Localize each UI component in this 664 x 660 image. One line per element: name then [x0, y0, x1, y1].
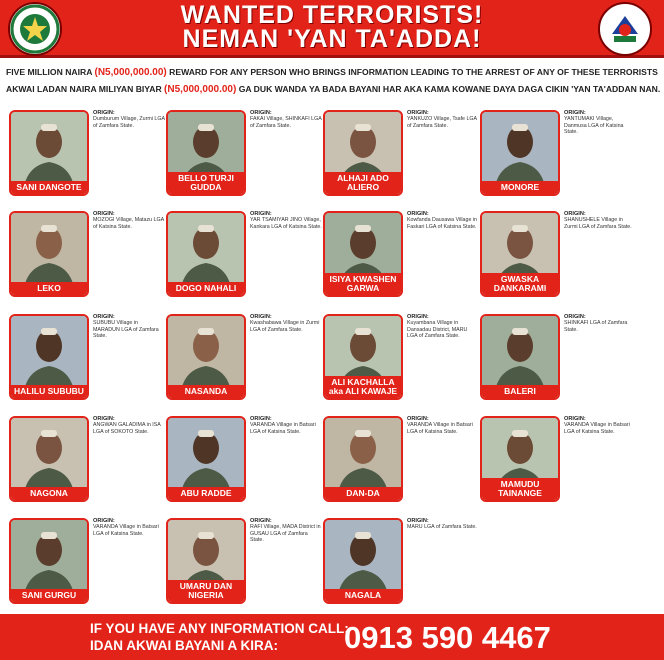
origin-heading: ORIGIN:: [93, 110, 115, 116]
page-title: [70, 3, 594, 51]
contact-line-english: IF YOU HAVE ANY INFORMATION CALL:: [90, 621, 349, 636]
origin-text: YANTUMAKI Village, Danmusa LGA of Katsina State.: [564, 116, 624, 136]
origin-heading: ORIGIN:: [407, 416, 429, 422]
reward-line-english: [6, 64, 664, 81]
reward-en-post: REWARD FOR ANY PERSON WHO BRINGS INFORMATION LEADING TO THE ARREST OF ANY OF THESE TERRORISTS: [166, 67, 658, 77]
origin-text: Kwashabawa Village in Zurmi LGA of Zamfara State.: [250, 320, 320, 333]
origin-heading: ORIGIN:: [564, 110, 586, 116]
suspect-name: SANI DANGOTE: [11, 181, 87, 194]
title-line-english: WANTED TERRORISTS!: [180, 1, 484, 29]
origin-text: Kuyambana Village in Dansadau District, MARU LGA of Zamfara State.: [407, 320, 468, 340]
suspect-name: BELLO TURJI GUDDA: [168, 172, 244, 194]
suspect-origin: [250, 110, 322, 129]
origin-heading: ORIGIN:: [407, 211, 429, 217]
army-crest-icon: [8, 2, 62, 56]
origin-text: SHINKAFI LGA of Zamfara State.: [564, 320, 628, 333]
origin-text: YAR TSAMIYAR JINO Village, Kankara LGA of Katsina State.: [250, 217, 322, 230]
suspect-name: BALERI: [482, 385, 558, 398]
suspect-name: NAGALA: [325, 589, 401, 602]
suspect-origin: [250, 416, 322, 435]
suspect-name: MAMUDU TAINANGE: [482, 478, 558, 500]
suspect-card: [9, 211, 166, 301]
suspect-photo: [166, 518, 246, 604]
origin-heading: ORIGIN:: [564, 416, 586, 422]
suspect-origin: [250, 211, 322, 230]
suspect-name: MONORE: [482, 181, 558, 194]
origin-heading: ORIGIN:: [93, 416, 115, 422]
origin-text: Dumburum Village, Zurmi LGA of Zamfara State.: [93, 116, 165, 129]
header-banner: [0, 0, 664, 58]
suspect-origin: [407, 416, 479, 435]
suspect-photo: [480, 314, 560, 400]
suspect-name: DOGO NAHALI: [168, 282, 244, 295]
origin-text: FAKAI Village, SHINKAFI LGA of Zamfara State.: [250, 116, 322, 129]
suspect-origin: [93, 416, 165, 435]
origin-text: VARANDA Village in Batsari LGA of Katsina State.: [407, 422, 473, 435]
suspect-card: [323, 416, 480, 506]
reward-notice: [0, 64, 664, 98]
suspect-origin: [407, 211, 479, 230]
suspect-photo: [166, 110, 246, 196]
suspect-name: ALHAJI ADO ALIERO: [325, 172, 401, 194]
reward-ha-pre: AKWAI LADAN NAIRA MILIYAN BIYAR: [6, 84, 165, 94]
origin-heading: ORIGIN:: [250, 416, 272, 422]
suspect-origin: [93, 110, 165, 129]
origin-text: ANGWAN GALADIMA in ISA LGA of SOKOTO State.: [93, 422, 161, 435]
origin-text: RAFI Village, MADA District in GUSAU LGA of Zamfara State.: [250, 524, 321, 544]
origin-heading: ORIGIN:: [93, 211, 115, 217]
suspect-origin: [564, 110, 636, 136]
suspect-origin: [407, 314, 479, 340]
suspect-photo: [9, 110, 89, 196]
reward-en-pre: FIVE MILLION NAIRA: [6, 67, 95, 77]
suspect-photo: [323, 110, 403, 196]
contact-lines: [90, 620, 349, 654]
suspect-photo: [166, 416, 246, 502]
suspect-photo: [480, 416, 560, 502]
origin-text: VARANDA Village in Batsari LGA of Katsina State.: [564, 422, 630, 435]
reward-ha-post: GA DUK WANDA YA BADA BAYANI HAR AKA KAMA KOWANE DAYA DAGA CIKIN 'YAN TA'ADDAN NAN.: [236, 84, 661, 94]
origin-text: SUBUBU Village in MARADUN LGA of Zamfara State.: [93, 320, 159, 340]
suspect-photo: [480, 211, 560, 297]
origin-heading: ORIGIN:: [93, 314, 115, 320]
suspect-photo: [323, 211, 403, 297]
origin-heading: ORIGIN:: [250, 314, 272, 320]
suspect-card: [166, 211, 323, 301]
origin-heading: ORIGIN:: [250, 110, 272, 116]
suspect-card: [480, 416, 637, 506]
reward-line-hausa: [6, 81, 664, 98]
suspect-name: NASANDA: [168, 385, 244, 398]
suspect-name: LEKO: [11, 282, 87, 295]
suspect-card: [166, 110, 323, 200]
suspect-card: [480, 110, 637, 200]
origin-text: MARU LGA of Zamfara State.: [407, 524, 477, 531]
suspect-photo: [9, 211, 89, 297]
suspect-photo: [323, 518, 403, 604]
suspect-card: [323, 110, 480, 200]
suspect-card: [166, 416, 323, 506]
suspect-photo: [166, 314, 246, 400]
suspect-photo: [323, 314, 403, 400]
suspect-origin: [564, 314, 636, 333]
origin-text: SHANUSHELE Village in Zurmi LGA of Zamfara State.: [564, 217, 632, 230]
origin-heading: ORIGIN:: [407, 314, 429, 320]
suspect-card: [9, 416, 166, 506]
phone-number[interactable]: 0913 590 4467: [344, 620, 551, 655]
footer-banner: [0, 614, 664, 660]
suspect-photo: [9, 416, 89, 502]
origin-text: VARANDA Village in Batsari LGA of Katsina State.: [93, 524, 159, 537]
title-line-hausa: NEMAN 'YAN TA'ADDA!: [182, 25, 482, 53]
reward-en-amount: (N5,000,000.00): [94, 67, 167, 78]
reward-ha-amount: (N5,000,000.00): [164, 84, 237, 95]
suspect-origin: [250, 314, 322, 333]
suspect-card: [480, 314, 637, 404]
suspect-origin: [564, 211, 636, 230]
origin-text: Kowfanda Dausawa Village in Faskari LGA of Katsina State.: [407, 217, 477, 230]
origin-heading: ORIGIN:: [250, 211, 272, 217]
suspect-photo: [166, 211, 246, 297]
suspect-name: NAGONA: [11, 487, 87, 500]
origin-text: VARANDA Village in Batsari LGA of Katsina State.: [250, 422, 316, 435]
suspect-name: ALI KACHALLA aka ALI KAWAJE: [325, 376, 401, 398]
suspect-origin: [564, 416, 636, 435]
contact-line-hausa: IDAN AKWAI BAYANI A KIRA:: [90, 638, 279, 653]
suspect-origin: [93, 211, 165, 230]
origin-heading: ORIGIN:: [250, 518, 272, 524]
suspect-origin: [250, 518, 322, 544]
suspect-name: UMARU DAN NIGERIA: [168, 580, 244, 602]
suspect-photo: [480, 110, 560, 196]
suspect-card: [323, 518, 480, 608]
suspect-photo: [9, 518, 89, 604]
suspect-card: [9, 110, 166, 200]
suspect-name: HALILU SUBUBU: [11, 385, 87, 398]
suspect-origin: [407, 518, 479, 531]
suspect-name: ABU RADDE: [168, 487, 244, 500]
origin-text: MOZOGI Village, Matazu LGA of Katsina State.: [93, 217, 164, 230]
suspect-card: [9, 518, 166, 608]
origin-heading: ORIGIN:: [564, 211, 586, 217]
origin-heading: ORIGIN:: [564, 314, 586, 320]
suspect-card: [166, 518, 323, 608]
suspect-origin: [93, 518, 165, 537]
suspect-name: GWASKA DANKARAMI: [482, 273, 558, 295]
origin-heading: ORIGIN:: [407, 110, 429, 116]
police-crest-icon: [598, 2, 652, 56]
suspect-origin: [93, 314, 165, 340]
suspect-name: SANI GURGU: [11, 589, 87, 602]
origin-heading: ORIGIN:: [93, 518, 115, 524]
suspect-name: DAN-DA: [325, 487, 401, 500]
suspect-card: [323, 211, 480, 301]
origin-text: YANKUZO Village, Tsafe LGA of Zamfara State.: [407, 116, 477, 129]
suspect-photo: [9, 314, 89, 400]
suspect-name: ISIYA KWASHEN GARWA: [325, 273, 401, 295]
suspect-photo: [323, 416, 403, 502]
suspect-card: [166, 314, 323, 404]
suspect-origin: [407, 110, 479, 129]
suspect-card: [480, 211, 637, 301]
suspect-card: [323, 314, 480, 404]
suspect-card: [9, 314, 166, 404]
origin-heading: ORIGIN:: [407, 518, 429, 524]
